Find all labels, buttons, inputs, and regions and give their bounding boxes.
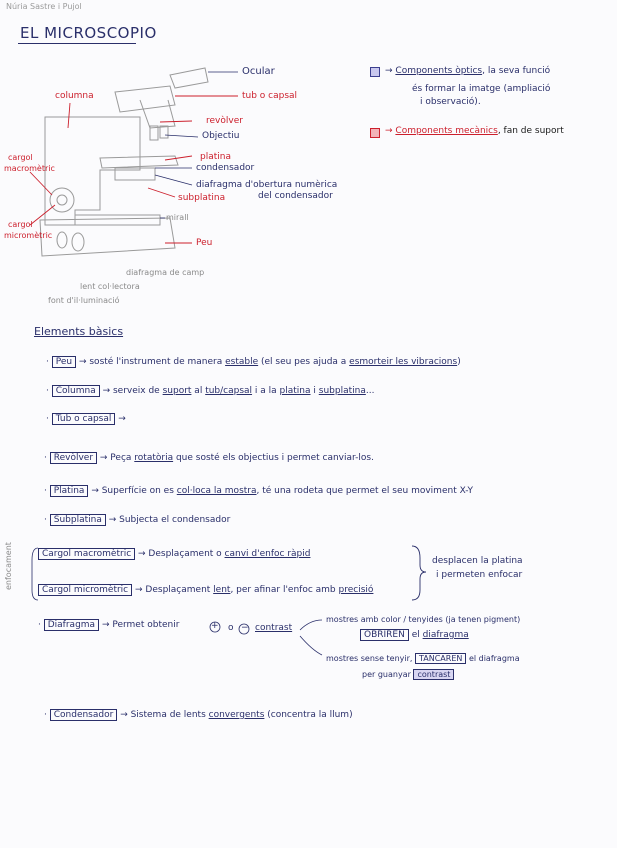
columna-text-h: subplatina	[318, 386, 366, 396]
element-cargol-micro	[38, 585, 373, 595]
minus-symbol: −	[241, 623, 249, 633]
label-condensador: condensador	[196, 163, 255, 173]
element-condensador: · Condensador → Sistema de lents convergents (concentra la llum)	[44, 710, 353, 720]
element-platina: · Platina → Superfície on es col·loca la mostra, té una rodeta que permet el seu moviment X-Y	[44, 486, 473, 496]
label-diafragma-2: del condensador	[258, 191, 333, 201]
macro-text-a: → Desplaçament o	[138, 549, 225, 559]
revolver-text-a: → Peça	[99, 453, 135, 463]
micro-text-c: , per afinar l'enfoc amb	[230, 585, 339, 595]
columna-text-d: tub/capsal	[205, 386, 253, 396]
label-font-illuminacio: font d'il·luminació	[48, 296, 120, 305]
label-ocular: Ocular	[242, 66, 275, 77]
element-peu: · Peu → sosté l'instrument de manera estable (el seu pes ajuda a esmorteir les vibracions)	[46, 357, 461, 367]
condensador-text-c: (concentra la llum)	[264, 710, 353, 720]
platina-label: Platina	[50, 485, 89, 497]
peu-text-c: (el seu pes ajuda a	[258, 357, 350, 367]
diafragma-label: Diafragma	[44, 619, 99, 631]
micro-text-b: lent	[213, 585, 231, 595]
contrast-box: contrast	[413, 669, 454, 680]
page-title: EL MICROSCOPIO	[20, 24, 157, 42]
plus-symbol: +	[211, 621, 219, 631]
columna-text-b: suport	[162, 386, 192, 396]
label-lent-collectora: lent col·lectora	[80, 282, 140, 291]
macro-text-b: canvi d'enfoc ràpid	[224, 549, 311, 559]
macro-label: Cargol macromètric	[38, 548, 135, 560]
branch2-line-2	[362, 670, 454, 679]
branch2-text-c: per guanyar	[362, 670, 411, 679]
branch1-line-1	[326, 615, 520, 624]
legend-optics-text-1: , la seva funció	[482, 66, 551, 76]
revolver-label: Revòlver	[50, 452, 97, 464]
columna-text-g: i	[310, 386, 319, 396]
condensador-text-b: convergents	[208, 710, 265, 720]
contrast-word: contrast	[255, 623, 293, 633]
peu-text-a: → sosté l'instrument de manera	[78, 357, 226, 367]
legend-mech-text: , fan de suport	[497, 126, 564, 136]
label-cargol-micro-1: cargol	[8, 220, 33, 229]
label-peu: Peu	[196, 238, 213, 248]
element-subplatina: · Subplatina → Subjecta el condensador	[44, 515, 231, 525]
enfocament-side-label: enfocament	[4, 542, 13, 590]
columna-label: Columna	[52, 385, 100, 397]
branch1-text-c: el	[411, 630, 423, 640]
branch1-text-d: diafragma	[422, 630, 469, 640]
platina-text-c: , té una rodeta que permet el seu moviment X-Y	[256, 486, 473, 496]
branch2-text-b: el diafragma	[468, 654, 520, 663]
branch2-text-a: mostres sense tenyir,	[326, 654, 413, 663]
subplatina-text-a: → Subjecta el condensador	[108, 515, 231, 525]
platina-text-a: → Superfície on es	[91, 486, 177, 496]
obriren-box: OBRIREN	[360, 629, 409, 641]
legend-optics-line-1: → Components òptics, la seva funció	[385, 66, 551, 76]
label-columna: columna	[55, 91, 94, 101]
label-cargol-macro-2: macromètric	[4, 164, 55, 173]
micro-text-a: → Desplaçament	[135, 585, 214, 595]
element-revolver: · Revòlver → Peça rotatòria que sosté els objectius i permet canviar-los.	[44, 453, 374, 463]
micro-label: Cargol micromètric	[38, 584, 132, 596]
condensador-label: Condensador	[50, 709, 118, 721]
peu-text-d: esmorteir les vibracions	[349, 357, 458, 367]
platina-text-b: col·loca la mostra	[176, 486, 257, 496]
element-tub: · Tub o capsal →	[46, 414, 126, 424]
legend-mech-line: → Components mecànics, fan de suport	[385, 126, 564, 136]
peu-text-b: estable	[225, 357, 259, 367]
label-cargol-micro-2: micromètric	[4, 231, 53, 240]
label-mirall: mirall	[166, 213, 189, 222]
label-platina: platina	[200, 152, 231, 162]
columna-text-e: i a la	[252, 386, 280, 396]
peu-label: Peu	[52, 356, 76, 368]
branch2-line-1	[326, 654, 520, 663]
tub-text-a: →	[118, 414, 126, 424]
legend-optics-text-3: i observació).	[420, 97, 481, 107]
branch1-line-2	[360, 630, 469, 640]
label-cargol-macro-1: cargol	[8, 153, 33, 162]
element-columna: · Columna → serveix de suport al tub/capsal i a la platina i subplatina...	[46, 386, 375, 396]
label-tub: tub o capsal	[242, 91, 298, 101]
branch1-text-b: / tenyides (ja tenen pigment)	[403, 615, 521, 624]
subplatina-label: Subplatina	[50, 514, 106, 526]
columna-text-i: ...	[365, 386, 375, 396]
columna-text-c: al	[191, 386, 206, 396]
columna-text-a: → serveix de	[102, 386, 163, 396]
tancaren-box: TANCAREN	[415, 653, 466, 664]
label-subplatina: subplatina	[178, 193, 226, 203]
brace-text-1: desplacen la platina	[432, 556, 523, 566]
tub-label: Tub o capsal	[52, 413, 116, 425]
micro-text-d: precisió	[338, 585, 374, 595]
diafragma-text-a: → Permet obtenir	[101, 620, 180, 630]
brace-text-2: i permeten enfocar	[436, 570, 523, 580]
legend-mech-label: Components mecànics	[395, 126, 498, 136]
peu-text-e: )	[457, 357, 461, 367]
author-name: Núria Sastre i Pujol	[6, 2, 82, 11]
section-title: Elements bàsics	[34, 325, 124, 338]
element-diafragma: · Diafragma → Permet obtenir	[38, 620, 180, 630]
branch1-text-a: mostres amb color	[326, 615, 401, 624]
element-cargol-macro	[38, 549, 310, 559]
label-diafragma-1: diafragma d'obertura numèrica	[196, 180, 338, 190]
revolver-text-c: que sosté els objectius i permet canviar-los.	[173, 453, 374, 463]
label-diafragma-camp: diafragma de camp	[126, 268, 205, 277]
columna-text-f: platina	[279, 386, 311, 396]
label-revolver: revòlver	[206, 116, 243, 126]
condensador-text-a: → Sistema de lents	[120, 710, 209, 720]
legend-optics-label: Components òptics	[395, 66, 483, 76]
legend-optics-text-2: és formar la imatge (ampliació	[412, 84, 551, 94]
revolver-text-b: rotatòria	[134, 453, 174, 463]
label-objectiu: Objectiu	[202, 131, 240, 141]
or-text: o	[228, 623, 234, 633]
